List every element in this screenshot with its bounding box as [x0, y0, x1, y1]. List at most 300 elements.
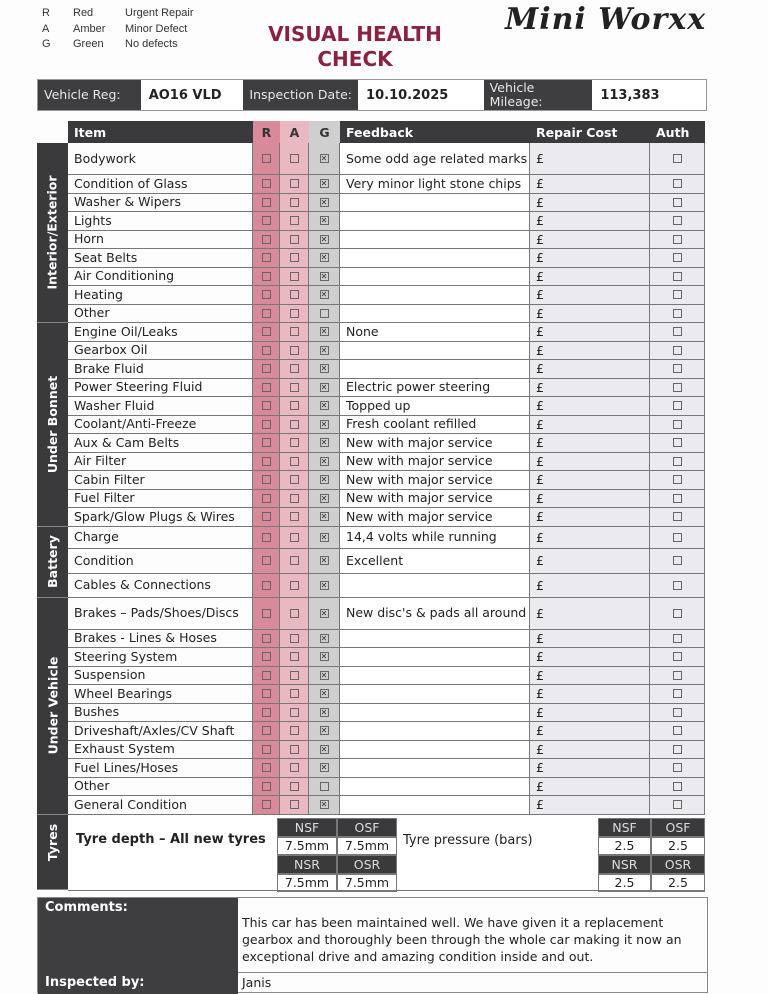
legend-code: A: [42, 22, 50, 35]
a-cell: [280, 796, 309, 814]
auth-cell: [650, 741, 705, 759]
legend-colour: Amber: [73, 22, 106, 35]
auth-checkbox[interactable]: [673, 272, 682, 281]
auth-checkbox[interactable]: [673, 216, 682, 225]
repair-cost-field[interactable]: £: [530, 759, 650, 777]
osf-label: OSF: [651, 818, 705, 837]
a-checkbox[interactable]: [290, 420, 299, 429]
feedback: New with major service: [340, 471, 530, 489]
table-row: [68, 249, 705, 268]
repair-cost-field[interactable]: £: [530, 667, 650, 685]
a-checkbox[interactable]: [290, 708, 299, 717]
g-checkbox[interactable]: ✕: [320, 763, 328, 773]
a-checkbox[interactable]: [290, 290, 299, 299]
feedback: [340, 704, 530, 722]
item-label: Engine Oil/Leaks: [68, 323, 253, 341]
g-cell: [309, 379, 340, 397]
r-checkbox[interactable]: [262, 198, 271, 207]
g-checkbox[interactable]: [320, 782, 329, 791]
tyre-pressure-grid: [598, 818, 705, 892]
auth-cell: [650, 453, 705, 471]
auth-checkbox[interactable]: [673, 198, 682, 207]
a-checkbox[interactable]: [290, 745, 299, 754]
a-checkbox[interactable]: [290, 383, 299, 392]
repair-cost-field[interactable]: £: [530, 490, 650, 508]
r-checkbox[interactable]: [262, 309, 271, 318]
g-checkbox[interactable]: ✕: [320, 271, 328, 281]
a-cell: [280, 323, 309, 341]
table-row: [68, 397, 705, 416]
g-checkbox[interactable]: ✕: [320, 456, 328, 466]
a-cell: [280, 527, 309, 548]
r-cell: [253, 416, 280, 434]
date-label: Inspection Date:: [243, 80, 358, 110]
repair-cost-field[interactable]: £: [530, 194, 650, 212]
section-label-text: Under Vehicle: [45, 656, 61, 755]
r-checkbox[interactable]: [262, 457, 271, 466]
repair-cost-field[interactable]: £: [530, 434, 650, 452]
r-checkbox[interactable]: [262, 179, 271, 188]
table-row: [68, 685, 705, 704]
r-checkbox[interactable]: [262, 346, 271, 355]
a-checkbox[interactable]: [290, 671, 299, 680]
a-checkbox[interactable]: [290, 494, 299, 503]
r-checkbox[interactable]: [262, 216, 271, 225]
table-row: [68, 453, 705, 472]
auth-checkbox[interactable]: [673, 671, 682, 680]
auth-checkbox[interactable]: [673, 253, 682, 262]
r-cell: [253, 704, 280, 722]
a-cell: [280, 759, 309, 777]
r-checkbox[interactable]: [262, 556, 271, 565]
table-row: [68, 305, 705, 324]
repair-cost-field[interactable]: £: [530, 685, 650, 703]
g-cell: [309, 667, 340, 685]
g-checkbox[interactable]: ✕: [320, 800, 328, 810]
section-label-text: Under Bonnet: [45, 375, 61, 473]
auth-checkbox[interactable]: [673, 383, 682, 392]
auth-checkbox[interactable]: [673, 457, 682, 466]
a-checkbox[interactable]: [290, 235, 299, 244]
feedback: Very minor light stone chips: [340, 175, 530, 193]
g-checkbox[interactable]: ✕: [320, 512, 328, 522]
table-row: [68, 323, 705, 342]
a-checkbox[interactable]: [290, 457, 299, 466]
repair-cost-field[interactable]: £: [530, 508, 650, 526]
a-checkbox[interactable]: [290, 581, 299, 590]
r-checkbox[interactable]: [262, 401, 271, 410]
feedback: Fresh coolant refilled: [340, 416, 530, 434]
item-label: Condition of Glass: [68, 175, 253, 193]
auth-cell: [650, 249, 705, 267]
comments-label: Comments:: [45, 900, 128, 915]
header-auth: Auth: [650, 121, 705, 143]
g-cell: [309, 574, 340, 597]
repair-cost-field[interactable]: £: [530, 630, 650, 648]
table-row: [68, 549, 705, 574]
a-cell: [280, 286, 309, 304]
a-checkbox[interactable]: [290, 652, 299, 661]
a-cell: [280, 342, 309, 360]
g-checkbox[interactable]: ✕: [320, 532, 328, 542]
r-cell: [253, 212, 280, 230]
g-checkbox[interactable]: ✕: [320, 401, 328, 411]
date-value: 10.10.2025: [358, 80, 484, 110]
a-checkbox[interactable]: [290, 726, 299, 735]
header-item: Item: [68, 121, 253, 143]
r-checkbox[interactable]: [262, 154, 271, 163]
g-checkbox[interactable]: ✕: [320, 438, 328, 448]
repair-cost-field[interactable]: £: [530, 598, 650, 629]
section-label: [37, 527, 68, 598]
table-row: [68, 175, 705, 194]
auth-checkbox[interactable]: [673, 309, 682, 318]
auth-cell: [650, 759, 705, 777]
a-checkbox[interactable]: [290, 327, 299, 336]
osr-pressure: 2.5: [651, 874, 705, 893]
a-checkbox[interactable]: [290, 533, 299, 542]
a-checkbox[interactable]: [290, 782, 299, 791]
header-r: R: [253, 121, 280, 143]
auth-cell: [650, 549, 705, 573]
table-row: [68, 342, 705, 361]
r-checkbox[interactable]: [262, 652, 271, 661]
reg-label: Vehicle Reg:: [38, 80, 141, 110]
auth-cell: [650, 667, 705, 685]
r-checkbox[interactable]: [262, 272, 271, 281]
r-checkbox[interactable]: [262, 671, 271, 680]
g-checkbox[interactable]: ✕: [320, 689, 328, 699]
r-checkbox[interactable]: [262, 782, 271, 791]
g-checkbox[interactable]: ✕: [320, 364, 328, 374]
g-cell: [309, 759, 340, 777]
mileage-label: Vehicle Mileage:: [484, 80, 593, 110]
r-checkbox[interactable]: [262, 475, 271, 484]
r-cell: [253, 360, 280, 378]
r-checkbox[interactable]: [262, 581, 271, 590]
r-checkbox[interactable]: [262, 327, 271, 336]
auth-checkbox[interactable]: [673, 581, 682, 590]
item-label: Washer Fluid: [68, 397, 253, 415]
r-checkbox[interactable]: [262, 383, 271, 392]
auth-checkbox[interactable]: [673, 235, 682, 244]
a-checkbox[interactable]: [290, 401, 299, 410]
auth-checkbox[interactable]: [673, 364, 682, 373]
repair-cost-field[interactable]: £: [530, 286, 650, 304]
g-checkbox[interactable]: ✕: [320, 608, 328, 618]
repair-cost-field[interactable]: £: [530, 796, 650, 814]
auth-cell: [650, 648, 705, 666]
g-checkbox[interactable]: ✕: [320, 726, 328, 736]
repair-cost-field[interactable]: £: [530, 379, 650, 397]
r-checkbox[interactable]: [262, 494, 271, 503]
a-cell: [280, 549, 309, 573]
g-checkbox[interactable]: ✕: [320, 580, 328, 590]
a-cell: [280, 453, 309, 471]
g-checkbox[interactable]: ✕: [320, 253, 328, 263]
table-row: [68, 598, 705, 630]
item-label: Horn: [68, 231, 253, 249]
r-checkbox[interactable]: [262, 745, 271, 754]
item-label: Washer & Wipers: [68, 194, 253, 212]
g-cell: [309, 305, 340, 323]
auth-cell: [650, 704, 705, 722]
g-cell: [309, 685, 340, 703]
table-row: [68, 574, 705, 598]
g-checkbox[interactable]: ✕: [320, 419, 328, 429]
legend-code: G: [42, 38, 51, 50]
auth-checkbox[interactable]: [673, 708, 682, 717]
a-checkbox[interactable]: [290, 154, 299, 163]
auth-checkbox[interactable]: [673, 652, 682, 661]
auth-checkbox[interactable]: [673, 494, 682, 503]
a-checkbox[interactable]: [290, 763, 299, 772]
a-checkbox[interactable]: [290, 253, 299, 262]
repair-cost-field[interactable]: £: [530, 305, 650, 323]
repair-cost-field[interactable]: £: [530, 453, 650, 471]
auth-cell: [650, 471, 705, 489]
feedback: [340, 667, 530, 685]
g-checkbox[interactable]: ✕: [320, 707, 328, 717]
rag-legend: [42, 6, 193, 53]
r-checkbox[interactable]: [262, 708, 271, 717]
g-checkbox[interactable]: ✕: [320, 179, 328, 189]
g-checkbox[interactable]: ✕: [320, 670, 328, 680]
repair-cost-field[interactable]: £: [530, 249, 650, 267]
auth-cell: [650, 323, 705, 341]
r-cell: [253, 471, 280, 489]
g-checkbox[interactable]: ✕: [320, 475, 328, 485]
a-cell: [280, 685, 309, 703]
g-cell: [309, 796, 340, 814]
item-label: Brake Fluid: [68, 360, 253, 378]
repair-cost-field[interactable]: £: [530, 471, 650, 489]
repair-cost-field[interactable]: £: [530, 741, 650, 759]
r-checkbox[interactable]: [262, 634, 271, 643]
r-cell: [253, 453, 280, 471]
auth-checkbox[interactable]: [673, 420, 682, 429]
a-checkbox[interactable]: [290, 309, 299, 318]
auth-cell: [650, 527, 705, 548]
nsf-label: NSF: [598, 818, 651, 837]
auth-cell: [650, 416, 705, 434]
a-cell: [280, 508, 309, 526]
a-checkbox[interactable]: [290, 609, 299, 618]
repair-cost-field[interactable]: £: [530, 527, 650, 548]
a-checkbox[interactable]: [290, 364, 299, 373]
header-repair-cost: Repair Cost: [530, 121, 650, 143]
repair-cost-field[interactable]: £: [530, 342, 650, 360]
feedback: Excellent: [340, 549, 530, 573]
repair-cost-field[interactable]: £: [530, 397, 650, 415]
table-row: [68, 143, 705, 175]
r-cell: [253, 598, 280, 629]
a-checkbox[interactable]: [290, 512, 299, 521]
auth-checkbox[interactable]: [673, 634, 682, 643]
auth-checkbox[interactable]: [673, 346, 682, 355]
repair-cost-field[interactable]: £: [530, 175, 650, 193]
g-checkbox[interactable]: ✕: [320, 327, 328, 337]
a-cell: [280, 434, 309, 452]
feedback: [340, 759, 530, 777]
auth-checkbox[interactable]: [673, 179, 682, 188]
auth-checkbox[interactable]: [673, 726, 682, 735]
a-checkbox[interactable]: [290, 556, 299, 565]
a-checkbox[interactable]: [290, 179, 299, 188]
r-checkbox[interactable]: [262, 290, 271, 299]
a-cell: [280, 268, 309, 286]
header-g: G: [309, 121, 340, 143]
a-checkbox[interactable]: [290, 475, 299, 484]
g-checkbox[interactable]: [320, 309, 329, 318]
g-checkbox[interactable]: ✕: [320, 216, 328, 226]
auth-cell: [650, 305, 705, 323]
a-checkbox[interactable]: [290, 438, 299, 447]
table-row: [68, 796, 705, 815]
g-checkbox[interactable]: ✕: [320, 290, 328, 300]
item-label: Driveshaft/Axles/CV Shaft: [68, 722, 253, 740]
auth-cell: [650, 685, 705, 703]
auth-checkbox[interactable]: [673, 782, 682, 791]
repair-cost-field[interactable]: £: [530, 549, 650, 573]
header-a: A: [280, 121, 309, 143]
auth-checkbox[interactable]: [673, 556, 682, 565]
r-checkbox[interactable]: [262, 253, 271, 262]
r-cell: [253, 175, 280, 193]
a-cell: [280, 194, 309, 212]
a-cell: [280, 305, 309, 323]
item-label: Coolant/Anti-Freeze: [68, 416, 253, 434]
feedback: Topped up: [340, 397, 530, 415]
r-checkbox[interactable]: [262, 763, 271, 772]
r-cell: [253, 490, 280, 508]
r-checkbox[interactable]: [262, 364, 271, 373]
auth-checkbox[interactable]: [673, 438, 682, 447]
r-checkbox[interactable]: [262, 689, 271, 698]
repair-cost-field[interactable]: £: [530, 416, 650, 434]
repair-cost-field[interactable]: £: [530, 574, 650, 597]
auth-checkbox[interactable]: [673, 512, 682, 521]
repair-cost-field[interactable]: £: [530, 722, 650, 740]
a-cell: [280, 212, 309, 230]
g-cell: [309, 741, 340, 759]
r-cell: [253, 231, 280, 249]
table-row: [68, 360, 705, 379]
auth-cell: [650, 268, 705, 286]
repair-cost-field[interactable]: £: [530, 323, 650, 341]
auth-cell: [650, 397, 705, 415]
repair-cost-field[interactable]: £: [530, 268, 650, 286]
r-checkbox[interactable]: [262, 438, 271, 447]
item-label: Condition: [68, 549, 253, 573]
section-label-text: Interior/Exterior: [45, 175, 60, 290]
section-label-text: Tyres: [45, 823, 60, 861]
auth-checkbox[interactable]: [673, 745, 682, 754]
g-checkbox[interactable]: ✕: [320, 154, 328, 163]
g-checkbox[interactable]: ✕: [320, 556, 328, 565]
g-cell: [309, 231, 340, 249]
auth-checkbox[interactable]: [673, 475, 682, 484]
a-checkbox[interactable]: [290, 689, 299, 698]
item-label: Cabin Filter: [68, 471, 253, 489]
title-line: CHECK: [317, 47, 393, 71]
feedback: [340, 741, 530, 759]
r-checkbox[interactable]: [262, 420, 271, 429]
osr-label: OSR: [337, 855, 397, 874]
r-checkbox[interactable]: [262, 800, 271, 809]
nsr-label: NSR: [598, 855, 651, 874]
auth-cell: [650, 598, 705, 629]
section-label: [37, 143, 68, 323]
repair-cost-field[interactable]: £: [530, 212, 650, 230]
section-column: [37, 143, 68, 890]
auth-cell: [650, 360, 705, 378]
table-header: [37, 121, 705, 143]
comments-section: [37, 897, 708, 993]
auth-checkbox[interactable]: [673, 609, 682, 618]
osf-pressure: 2.5: [651, 837, 705, 856]
table-row: [68, 667, 705, 686]
auth-checkbox[interactable]: [673, 327, 682, 336]
repair-cost-field[interactable]: £: [530, 360, 650, 378]
auth-checkbox[interactable]: [673, 533, 682, 542]
a-checkbox[interactable]: [290, 800, 299, 809]
auth-checkbox[interactable]: [673, 154, 682, 163]
a-checkbox[interactable]: [290, 634, 299, 643]
a-checkbox[interactable]: [290, 346, 299, 355]
r-cell: [253, 194, 280, 212]
g-checkbox[interactable]: ✕: [320, 197, 328, 207]
auth-cell: [650, 630, 705, 648]
a-checkbox[interactable]: [290, 272, 299, 281]
a-checkbox[interactable]: [290, 216, 299, 225]
osf-label: OSF: [337, 818, 397, 837]
auth-checkbox[interactable]: [673, 290, 682, 299]
r-cell: [253, 741, 280, 759]
g-checkbox[interactable]: ✕: [320, 744, 328, 754]
g-checkbox[interactable]: ✕: [320, 493, 328, 503]
r-checkbox[interactable]: [262, 235, 271, 244]
auth-checkbox[interactable]: [673, 800, 682, 809]
r-checkbox[interactable]: [262, 533, 271, 542]
a-cell: [280, 667, 309, 685]
repair-cost-field[interactable]: £: [530, 231, 650, 249]
feedback: [340, 305, 530, 323]
g-checkbox[interactable]: ✕: [320, 345, 328, 355]
g-checkbox[interactable]: ✕: [320, 633, 328, 643]
g-checkbox[interactable]: ✕: [320, 652, 328, 662]
item-label: Cables & Connections: [68, 574, 253, 597]
r-checkbox[interactable]: [262, 512, 271, 521]
repair-cost-field[interactable]: £: [530, 143, 650, 174]
table-row: [68, 778, 705, 797]
table-row: [68, 648, 705, 667]
a-checkbox[interactable]: [290, 198, 299, 207]
g-checkbox[interactable]: ✕: [320, 382, 328, 392]
auth-checkbox[interactable]: [673, 763, 682, 772]
r-checkbox[interactable]: [262, 726, 271, 735]
auth-checkbox[interactable]: [673, 689, 682, 698]
table-row: [68, 434, 705, 453]
r-checkbox[interactable]: [262, 609, 271, 618]
auth-checkbox[interactable]: [673, 401, 682, 410]
auth-cell: [650, 286, 705, 304]
repair-cost-field[interactable]: £: [530, 778, 650, 796]
legend-meaning: Urgent Repair: [125, 7, 194, 19]
repair-cost-field[interactable]: £: [530, 704, 650, 722]
repair-cost-field[interactable]: £: [530, 648, 650, 666]
g-checkbox[interactable]: ✕: [320, 234, 328, 244]
